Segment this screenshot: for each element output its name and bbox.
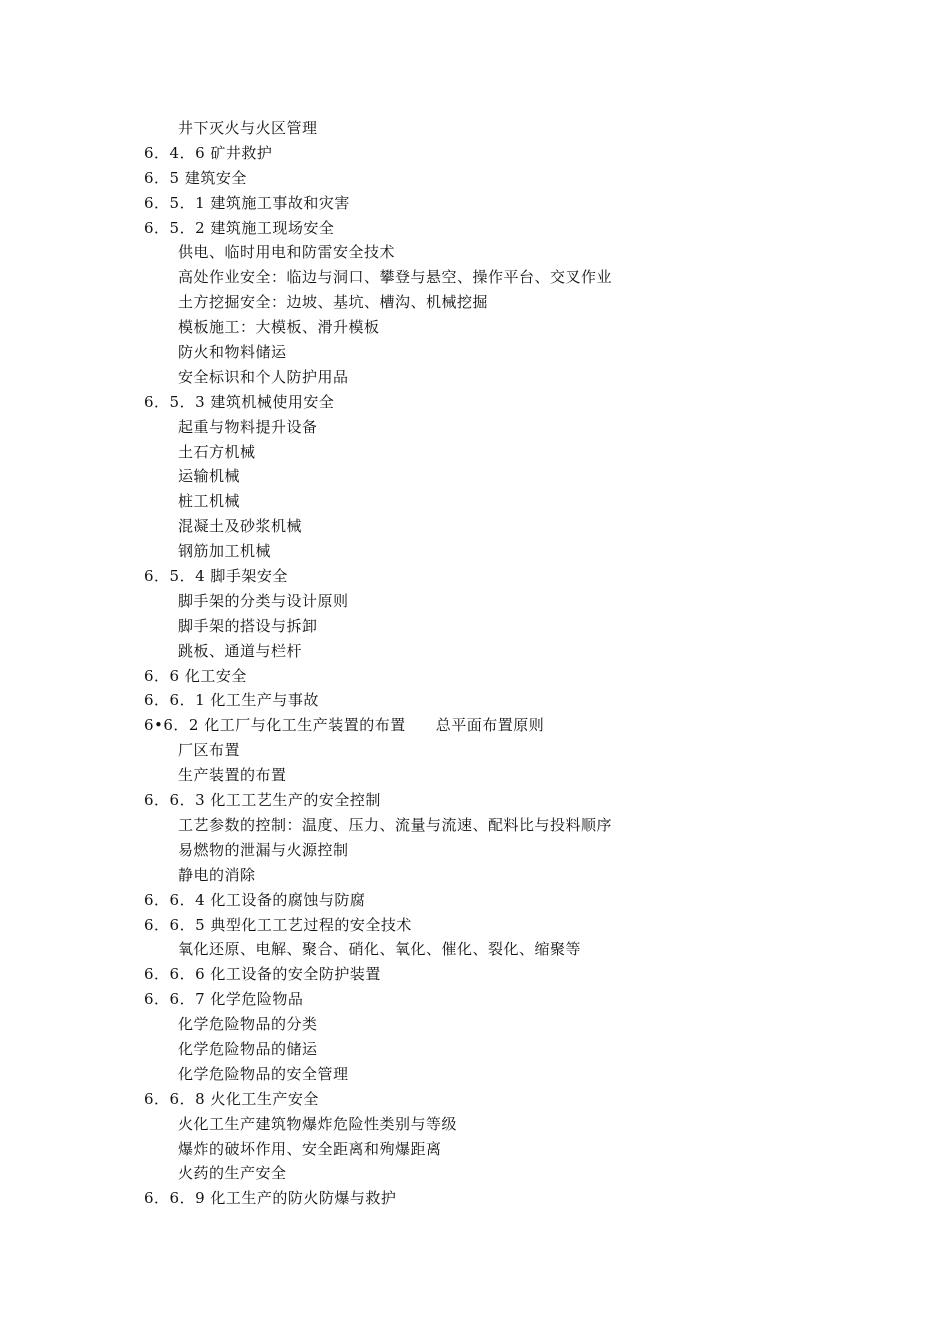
outline-text: 模板施工：大模板、滑升模板 [178, 318, 380, 337]
outline-text: 氧化还原、电解、聚合、硝化、氧化、催化、裂化、缩聚等 [178, 940, 582, 959]
outline-heading [0, 913, 950, 938]
outline-subitem [0, 489, 950, 514]
outline-text: 脚手架的搭设与拆卸 [178, 616, 318, 635]
outline-heading [0, 191, 950, 216]
outline-heading [0, 564, 950, 589]
outline-subitem [0, 1012, 950, 1037]
outline-text: 桩工机械 [178, 492, 241, 511]
outline-text: 6．5 建筑安全 [144, 168, 247, 187]
outline-text: 生产装置的布置 [178, 766, 287, 785]
outline-subitem [0, 116, 950, 141]
outline-subitem [0, 1161, 950, 1186]
outline-text: 6．5．3 建筑机械使用安全 [144, 392, 335, 411]
outline-text: 工艺参数的控制：温度、压力、流量与流速、配料比与投料顺序 [178, 815, 613, 834]
outline-text: 静电的消除 [178, 865, 256, 884]
outline-heading [0, 390, 950, 415]
outline-text: 安全标识和个人防护用品 [178, 367, 349, 386]
outline-text: 钢筋加工机械 [178, 542, 272, 561]
outline-text: 混凝土及砂浆机械 [178, 517, 303, 536]
outline-text: 起重与物料提升设备 [178, 417, 318, 436]
outline-subitem [0, 340, 950, 365]
outline-text: 防火和物料储运 [178, 343, 287, 362]
outline-subitem [0, 415, 950, 440]
outline-subitem [0, 1137, 950, 1162]
outline-subitem [0, 1037, 950, 1062]
outline-text: 厂区布置 [178, 741, 241, 760]
outline-text: 化学危险物品的安全管理 [178, 1064, 349, 1083]
outline-text: 井下灭火与火区管理 [178, 119, 318, 137]
outline-subitem [0, 265, 950, 290]
outline-subitem [0, 763, 950, 788]
outline-text: 爆炸的破坏作用、安全距离和殉爆距离 [178, 1139, 442, 1158]
outline-subitem [0, 738, 950, 763]
outline-text: 6．6．8 火化工生产安全 [144, 1089, 319, 1108]
outline-heading [0, 664, 950, 689]
outline-subitem [0, 240, 950, 265]
outline-heading [0, 987, 950, 1012]
outline-text: 6．6 化工安全 [144, 666, 247, 685]
outline-heading [0, 1087, 950, 1112]
outline-subitem [0, 440, 950, 465]
outline-heading [0, 788, 950, 813]
outline-text: 土方挖掘安全：边坡、基坑、槽沟、机械挖掘 [178, 293, 489, 312]
outline-subitem [0, 614, 950, 639]
outline-text: 6．6．7 化学危险物品 [144, 990, 304, 1009]
outline-subitem [0, 1062, 950, 1087]
outline-subitem [0, 539, 950, 564]
outline-heading [0, 713, 950, 738]
outline-heading [0, 141, 950, 166]
outline-subitem [0, 863, 950, 888]
outline-text: 6．5．1 建筑施工事故和灾害 [144, 193, 350, 212]
outline-subitem [0, 464, 950, 489]
outline-subitem [0, 365, 950, 390]
outline-text: 易燃物的泄漏与火源控制 [178, 840, 349, 859]
outline-heading [0, 166, 950, 191]
outline-subitem [0, 290, 950, 315]
outline-subitem [0, 589, 950, 614]
outline-text: 6．6．6 化工设备的安全防护装置 [144, 965, 381, 984]
outline-text: 脚手架的分类与设计原则 [178, 591, 349, 610]
outline-subitem [0, 838, 950, 863]
outline-subitem [0, 813, 950, 838]
outline-text: 化学危险物品的分类 [178, 1015, 318, 1034]
outline-inline-item: 总平面布置原则 [435, 716, 545, 735]
outline-text: 6．6．4 化工设备的腐蚀与防腐 [144, 890, 366, 909]
document-page [0, 116, 950, 1211]
outline-heading [0, 962, 950, 987]
outline-text: 火药的生产安全 [178, 1164, 287, 1183]
outline-heading [0, 1186, 950, 1211]
outline-subitem [0, 514, 950, 539]
outline-text: 高处作业安全：临边与洞口、攀登与悬空、操作平台、交叉作业 [178, 268, 613, 287]
outline-heading [0, 888, 950, 913]
outline-text: 运输机械 [178, 467, 241, 486]
outline-text: 6•6．2 化工厂与化工生产装置的布置 [144, 716, 406, 735]
outline-text: 6．5．4 脚手架安全 [144, 567, 288, 586]
outline-text: 跳板、通道与栏杆 [178, 641, 303, 660]
outline-text: 6．6．5 典型化工工艺过程的安全技术 [144, 915, 412, 934]
outline-text: 6．5．2 建筑施工现场安全 [144, 218, 335, 237]
outline-subitem [0, 937, 950, 962]
outline-text: 6．6．9 化工生产的防火防爆与救护 [144, 1189, 397, 1208]
outline-text: 土石方机械 [178, 442, 256, 461]
outline-text: 火化工生产建筑物爆炸危险性类别与等级 [178, 1114, 458, 1133]
outline-heading [0, 688, 950, 713]
outline-text: 6．6．3 化工工艺生产的安全控制 [144, 791, 381, 810]
outline-subitem [0, 1112, 950, 1137]
outline-text: 供电、临时用电和防雷安全技术 [178, 243, 396, 262]
outline-text: 6．4．6 矿井救护 [144, 143, 273, 162]
outline-text: 化学危险物品的储运 [178, 1039, 318, 1058]
outline-heading [0, 216, 950, 241]
outline-subitem [0, 315, 950, 340]
outline-subitem [0, 639, 950, 664]
outline-text: 6．6．1 化工生产与事故 [144, 691, 319, 710]
